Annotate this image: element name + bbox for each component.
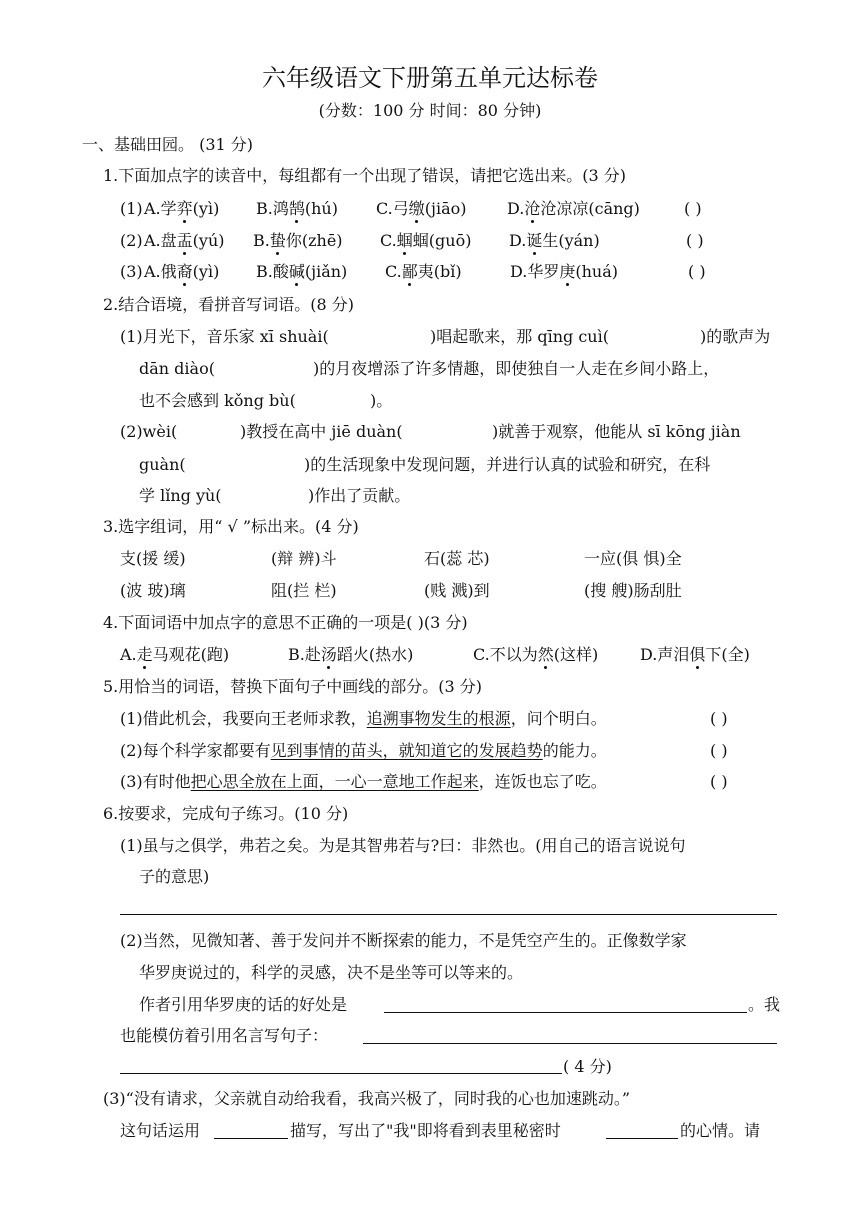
q3-choice[interactable]: (辩 辨)斗 [271,549,337,568]
exam-subtitle: (分数：100 分 时间：80 分钟) [318,101,542,120]
q1-option-a [144,230,225,252]
q3-choice[interactable]: (贱 溅)到 [424,581,490,600]
q1-row-number: (1) [120,199,143,218]
q2-p2-line2a: guàn( [139,455,186,474]
q5-stem: 5.用恰当的词语，替换下面句子中画线的部分。(3 分) [103,677,483,696]
q6-stem: 6.按要求，完成句子练习。(10 分) [103,804,349,823]
option-text: B.赴 [288,645,321,664]
sentence-text: (3)有时他 [120,772,191,791]
q1-option-b [256,261,347,283]
q6-p2-line1: (2)当然，见微知著、善于发问并不断探索的能力，不是凭空产生的。正像数学家 [120,931,687,950]
option-text: (yú) [192,231,225,250]
answer-line[interactable] [363,1043,777,1044]
q4-option-a [120,644,229,666]
answer-paren[interactable]: ( ) [684,199,702,218]
q6-p1-line1: (1)虽与之俱学，弗若之矣。为是其智弗若与?曰：非然也。(用自己的语言说说句 [120,836,686,855]
answer-paren[interactable]: ( ) [710,741,728,760]
q4-option-d [640,644,750,666]
q6-p2-line2: 华罗庚说过的，科学的灵感，决不是坐等可以等来的。 [139,963,524,982]
q6-p3-line1: (3)“没有请求，父亲就自动给我看，我高兴极了，同时我的心也加速跳动。” [103,1089,631,1108]
q6-p2-line4a: 也能模仿着引用名言写句子： [120,1026,329,1045]
sentence-text: (2)每个科学家都要有 [120,741,271,760]
q2-p1-line1a: (1)月光下，音乐家 xī shuài( [120,327,329,346]
option-text: A.学 [144,199,177,218]
q6-p2-score: ( 4 分) [563,1057,612,1076]
q2-p2-line1b: )教授在高中 jiē duàn( [240,422,403,441]
option-text: (jiāo) [424,199,467,218]
q5-sentence-3 [120,771,607,793]
q6-p3-line2c: 的心情。请 [680,1121,761,1140]
option-text: D.华罗 [510,262,560,281]
dotted-char: 诞 [526,231,543,250]
option-text: (yì) [192,199,220,218]
q2-p1-line2a: dān diào( [139,359,215,378]
dotted-char: 汤 [320,645,337,664]
option-text: B. [253,231,270,250]
dotted-char: 蛰 [269,231,286,250]
q1-option-d [509,230,600,252]
dotted-char: 沧 [524,199,541,218]
option-text: 生(yán) [542,231,600,250]
q3-stem: 3.选字组词，用“ √ ”标出来。(4 分) [103,517,359,536]
q1-option-b [256,198,338,220]
dotted-char: 弈 [176,199,193,218]
sentence-text: (1)借此机会，我要向王老师求教， [120,709,367,728]
answer-paren[interactable]: ( ) [686,231,704,250]
option-text: C.不以为 [473,645,538,664]
answer-line[interactable] [606,1138,678,1139]
answer-line[interactable] [120,1073,562,1074]
q3-choice[interactable]: (波 玻)璃 [120,581,186,600]
q2-p1-line2b: )的月夜增添了许多情趣，即使独自一人走在乡间小路上， [313,359,720,378]
q1-option-c [385,261,462,283]
q2-p1-line1c: )的歌声为 [700,327,771,346]
option-text: 下(全) [705,645,750,664]
q3-choice[interactable]: 石(蕊 芯) [424,549,490,568]
option-text: 夷(bǐ) [417,262,462,281]
q3-choice[interactable]: 阻(拦 栏) [271,581,337,600]
sentence-text: 的能力。 [542,741,607,760]
dotted-char: 庚 [559,262,576,281]
q1-option-c [376,198,467,220]
dotted-char: 走 [136,645,153,664]
q6-p3-line2a: 这句话运用 [120,1121,201,1140]
sentence-text: ，问个明白。 [510,709,607,728]
dotted-char: 缴 [408,199,425,218]
q1-option-c [380,230,471,252]
option-text: (yì) [192,262,220,281]
q6-p3-line2b: 描写，写出了"我"即将看到表里秘密时 [290,1121,561,1140]
dotted-char: 鄙 [401,262,418,281]
dotted-char: 俱 [689,645,706,664]
answer-line[interactable] [120,914,777,915]
q3-choice[interactable]: (搜 艘)肠刮肚 [584,581,682,600]
option-text: (huá) [575,262,619,281]
option-text: 马观花(跑) [152,645,230,664]
option-text: D.声泪 [640,645,690,664]
dotted-char: 盂 [176,231,193,250]
dotted-char: 碱 [288,262,305,281]
option-text: C. [380,231,397,250]
q1-row-number: (3) [120,262,143,281]
option-text: (hú) [304,199,338,218]
option-text: 你(zhē) [285,231,343,250]
answer-paren[interactable]: ( ) [710,709,728,728]
q1-stem: 1.下面加点字的读音中，每组都有一个出现了错误，请把它选出来。(3 分) [103,166,627,185]
dotted-char: 鹄 [288,199,305,218]
option-text: C. [385,262,402,281]
answer-paren[interactable]: ( ) [710,772,728,791]
option-text: 蹈火(热水) [336,645,414,664]
q6-p2-line3a: 作者引用华罗庚的话的好处是 [139,995,348,1014]
q6-p1-line2: 子的意思) [139,867,210,886]
section-heading: 一、基础田园。 (31 分) [82,135,254,154]
q1-option-d [510,261,618,283]
q2-p2-line2b: )的生活现象中发现问题，并进行认真的试验和研究，在科 [304,455,711,474]
option-text: D. [507,199,525,218]
q5-sentence-2 [120,740,607,762]
q1-option-b [253,230,343,252]
q1-row-number: (2) [120,231,143,250]
q4-option-c [473,644,598,666]
sentence-text: ，连饭也忘了吃。 [478,772,607,791]
option-text: B.鸿 [256,199,289,218]
option-text: C.弓 [376,199,409,218]
q2-p2-line1a: (2)wèi( [120,422,178,441]
q2-stem: 2.结合语境，看拼音写词语。(8 分) [103,295,355,314]
option-text: 沧凉凉(cāng) [540,199,640,218]
option-text: A.盘 [144,231,177,250]
underlined-phrase: 见到事情的苗头，就知道它的发展趋势 [270,741,543,760]
q2-p2-line3b: )作出了贡献。 [308,486,411,505]
dotted-char: 蝈 [396,231,413,250]
q2-p1-line3a: 也不会感到 kǒng bù( [139,391,296,410]
q3-choice[interactable]: 一应(俱 惧)全 [584,549,682,568]
q1-option-a [144,198,219,220]
underlined-phrase: 把心思全放在上面，一心一意地工作起来 [190,772,479,791]
option-text: 蝈(guō) [412,231,472,250]
option-text: (jiǎn) [304,262,348,281]
option-text: A.俄 [144,262,177,281]
q5-sentence-1 [120,708,607,730]
answer-line[interactable] [214,1138,288,1139]
q1-option-a [144,261,219,283]
option-text: (这样) [553,645,599,664]
answer-line[interactable] [384,1012,747,1013]
option-text: B.酸 [256,262,289,281]
q4-stem: 4.下面词语中加点字的意思不正确的一项是( )(3 分) [103,613,468,632]
q2-p1-line3b: )。 [370,391,393,410]
exam-title: 六年级语文下册第五单元达标卷 [262,64,598,92]
q2-p1-line1b: )唱起歌来，那 qīng cuì( [430,327,609,346]
dotted-char: 裔 [176,262,193,281]
dotted-char: 然 [537,645,554,664]
answer-paren[interactable]: ( ) [688,262,706,281]
q1-option-d [507,198,640,220]
q2-p2-line1c: )就善于观察，他能从 sī kōng jiàn [492,422,741,441]
option-text: A. [120,645,137,664]
q2-p2-line3a: 学 lǐng yù( [139,486,222,505]
underlined-phrase: 追溯事物发生的根源 [366,709,511,728]
option-text: D. [509,231,527,250]
q6-p2-line3b: 。我 [748,995,781,1014]
q4-option-b [288,644,413,666]
q3-choice[interactable]: 支(援 缓) [120,549,186,568]
